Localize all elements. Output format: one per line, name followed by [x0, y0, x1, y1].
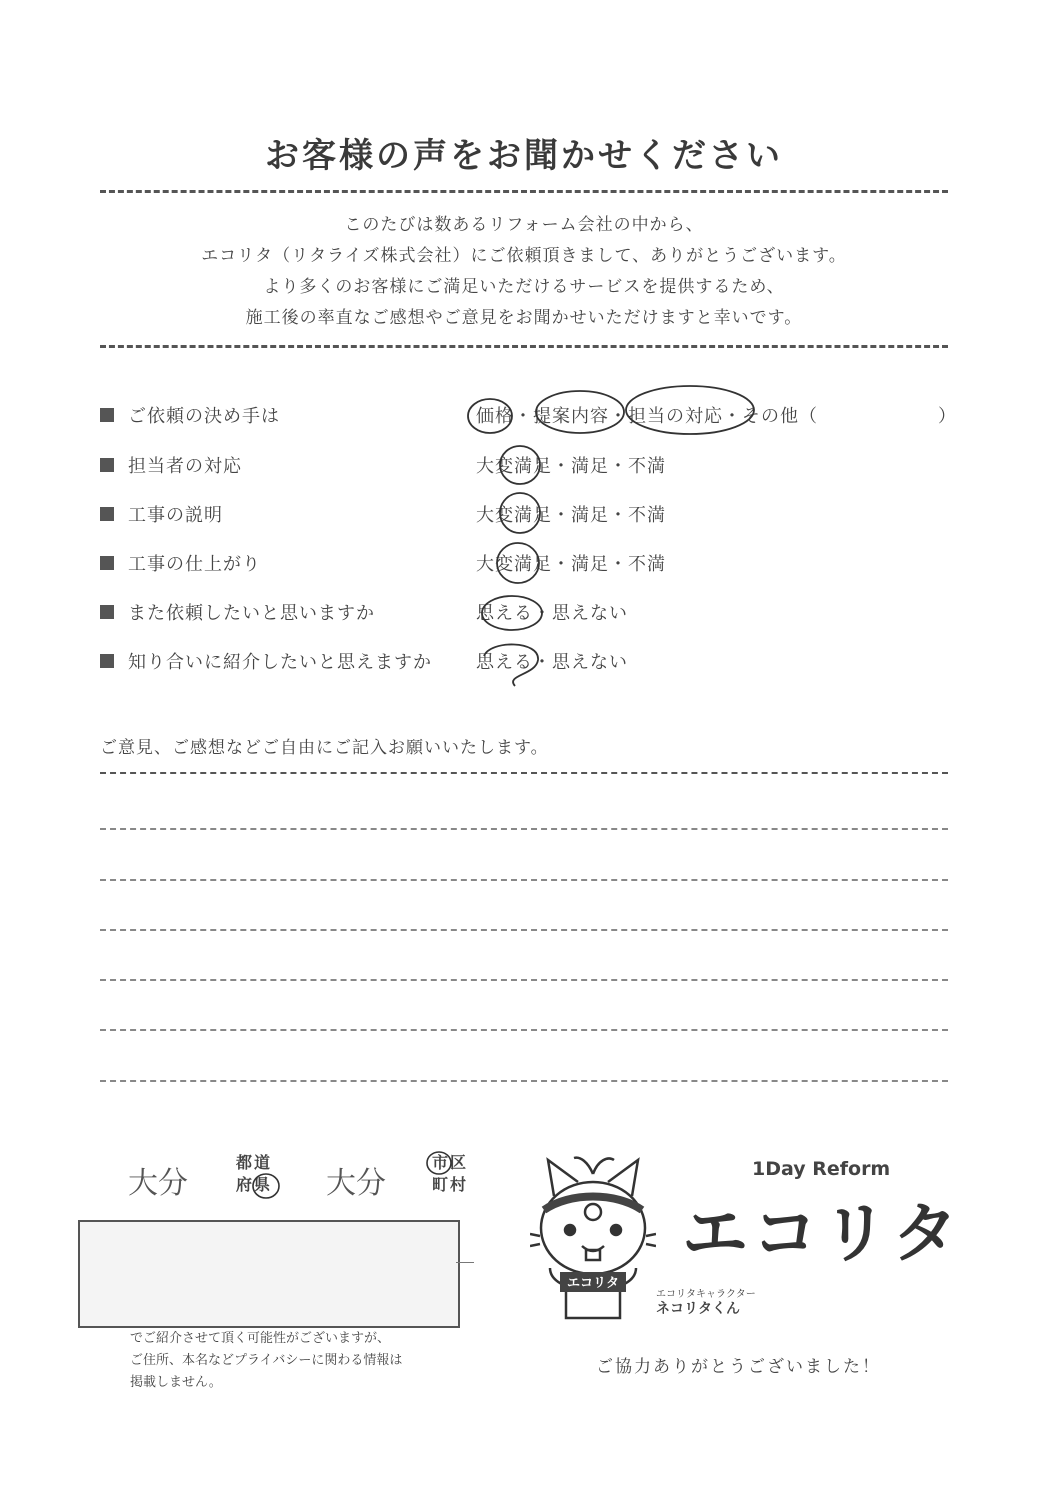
- comments-prompt: ご意見、ご感想などご自由にご記入お願いいたします。: [100, 738, 549, 758]
- option-very-satisfied[interactable]: 大変満足: [476, 456, 552, 477]
- mascot-caption: エコリタキャラクター: [656, 1289, 756, 1300]
- option-separator: ・: [609, 554, 628, 575]
- option-satisfied[interactable]: 満足: [571, 505, 609, 526]
- option-separator: ・: [552, 456, 571, 477]
- other-close-paren: ）: [938, 406, 956, 427]
- comment-line[interactable]: [100, 828, 948, 830]
- comment-line[interactable]: [100, 1080, 948, 1082]
- brand-tagline: 1Day Reform: [752, 1158, 891, 1180]
- option-separator: ・: [533, 603, 552, 624]
- thanks-message: ご協力ありがとうございました！: [596, 1357, 881, 1377]
- city-units: [432, 1152, 468, 1196]
- question-label: 知り合いに紹介したいと思えますか: [128, 652, 432, 673]
- option-dissatisfied[interactable]: 不満: [628, 505, 666, 526]
- city-handwritten[interactable]: 大分: [326, 1166, 386, 1201]
- option-yes[interactable]: 思える: [476, 652, 533, 673]
- intro-line: 施工後の率直なご感想やご意見をお聞かせいただけますと幸いです。: [245, 308, 803, 328]
- option-separator: ・: [609, 505, 628, 526]
- redaction-tail: [456, 1262, 474, 1263]
- divider-intro: [100, 345, 948, 348]
- comment-line[interactable]: [100, 1029, 948, 1031]
- privacy-line: でご紹介させて頂く可能性がございますが、: [130, 1331, 391, 1346]
- answer-options: [476, 452, 666, 478]
- mascot-cat-icon: [530, 1148, 656, 1324]
- privacy-line: 掲載しません。: [130, 1375, 222, 1390]
- question-staff-response: [100, 450, 960, 480]
- intro-text: [0, 210, 1048, 334]
- question-deciding-factor: [100, 400, 960, 430]
- answer-options: [476, 402, 818, 428]
- prefecture-unit-line: 府県: [236, 1175, 273, 1194]
- bullet-icon: [100, 458, 114, 472]
- city-unit-line: 町村: [432, 1175, 469, 1194]
- answer-options: [476, 648, 628, 674]
- handwritten-marks: [0, 0, 1048, 700]
- option-separator: ・: [723, 406, 742, 427]
- option-no[interactable]: 思えない: [552, 652, 628, 673]
- city-unit-line: 市区: [432, 1153, 469, 1172]
- option-price[interactable]: 価格: [476, 406, 514, 427]
- comment-line[interactable]: [100, 879, 948, 881]
- option-separator: ・: [514, 406, 533, 427]
- bullet-icon: [100, 556, 114, 570]
- comments-divider: [100, 772, 948, 774]
- comment-line[interactable]: [100, 979, 948, 981]
- answer-options: [476, 599, 628, 625]
- bullet-icon: [100, 654, 114, 668]
- option-staff-response[interactable]: 担当の対応: [628, 406, 723, 427]
- option-dissatisfied[interactable]: 不満: [628, 554, 666, 575]
- prefecture-unit-line: 都道: [236, 1153, 273, 1172]
- question-work-explanation: [100, 499, 960, 529]
- option-separator: ・: [609, 456, 628, 477]
- option-separator: ・: [552, 554, 571, 575]
- question-label: また依頼したいと思いますか: [128, 603, 375, 624]
- mascot-name: ネコリタくん: [656, 1301, 740, 1317]
- option-separator: ・: [552, 505, 571, 526]
- prefecture-units: [236, 1152, 272, 1196]
- question-label: ご依頼の決め手は: [128, 406, 280, 427]
- answer-options: [476, 501, 666, 527]
- question-work-finish: [100, 548, 960, 578]
- option-dissatisfied[interactable]: 不満: [628, 456, 666, 477]
- privacy-note: [130, 1328, 402, 1394]
- brand-logo: エコリタ: [682, 1195, 962, 1272]
- question-request-again: [100, 597, 960, 627]
- option-satisfied[interactable]: 満足: [571, 554, 609, 575]
- intro-line: より多くのお客様にご満足いただけるサービスを提供するため、: [263, 277, 785, 297]
- option-other[interactable]: その他（: [742, 406, 818, 427]
- option-proposal[interactable]: 提案内容: [533, 406, 609, 427]
- option-satisfied[interactable]: 満足: [571, 456, 609, 477]
- question-label: 担当者の対応: [128, 456, 242, 477]
- divider-top: [100, 190, 948, 193]
- option-separator: ・: [533, 652, 552, 673]
- question-recommend: [100, 646, 960, 676]
- page-title: お客様の声をお聞かせください: [265, 136, 783, 176]
- bullet-icon: [100, 507, 114, 521]
- comment-line[interactable]: [100, 929, 948, 931]
- option-yes[interactable]: 思える: [476, 603, 533, 624]
- bullet-icon: [100, 605, 114, 619]
- option-very-satisfied[interactable]: 大変満足: [476, 505, 552, 526]
- question-label: 工事の仕上がり: [128, 554, 261, 575]
- answer-options: [476, 550, 666, 576]
- mascot-badge: エコリタ: [566, 1276, 620, 1291]
- redaction-box: [78, 1220, 460, 1328]
- option-very-satisfied[interactable]: 大変満足: [476, 554, 552, 575]
- question-label: 工事の説明: [128, 505, 223, 526]
- prefecture-handwritten[interactable]: 大分: [128, 1166, 188, 1201]
- option-separator: ・: [609, 406, 628, 427]
- privacy-line: ご住所、本名などプライバシーに関わる情報は: [130, 1353, 403, 1368]
- intro-line: エコリタ（リタライズ株式会社）にご依頼頂きまして、ありがとうございます。: [201, 246, 847, 266]
- option-no[interactable]: 思えない: [552, 603, 628, 624]
- intro-line: このたびは数あるリフォーム会社の中から、: [344, 215, 704, 235]
- bullet-icon: [100, 408, 114, 422]
